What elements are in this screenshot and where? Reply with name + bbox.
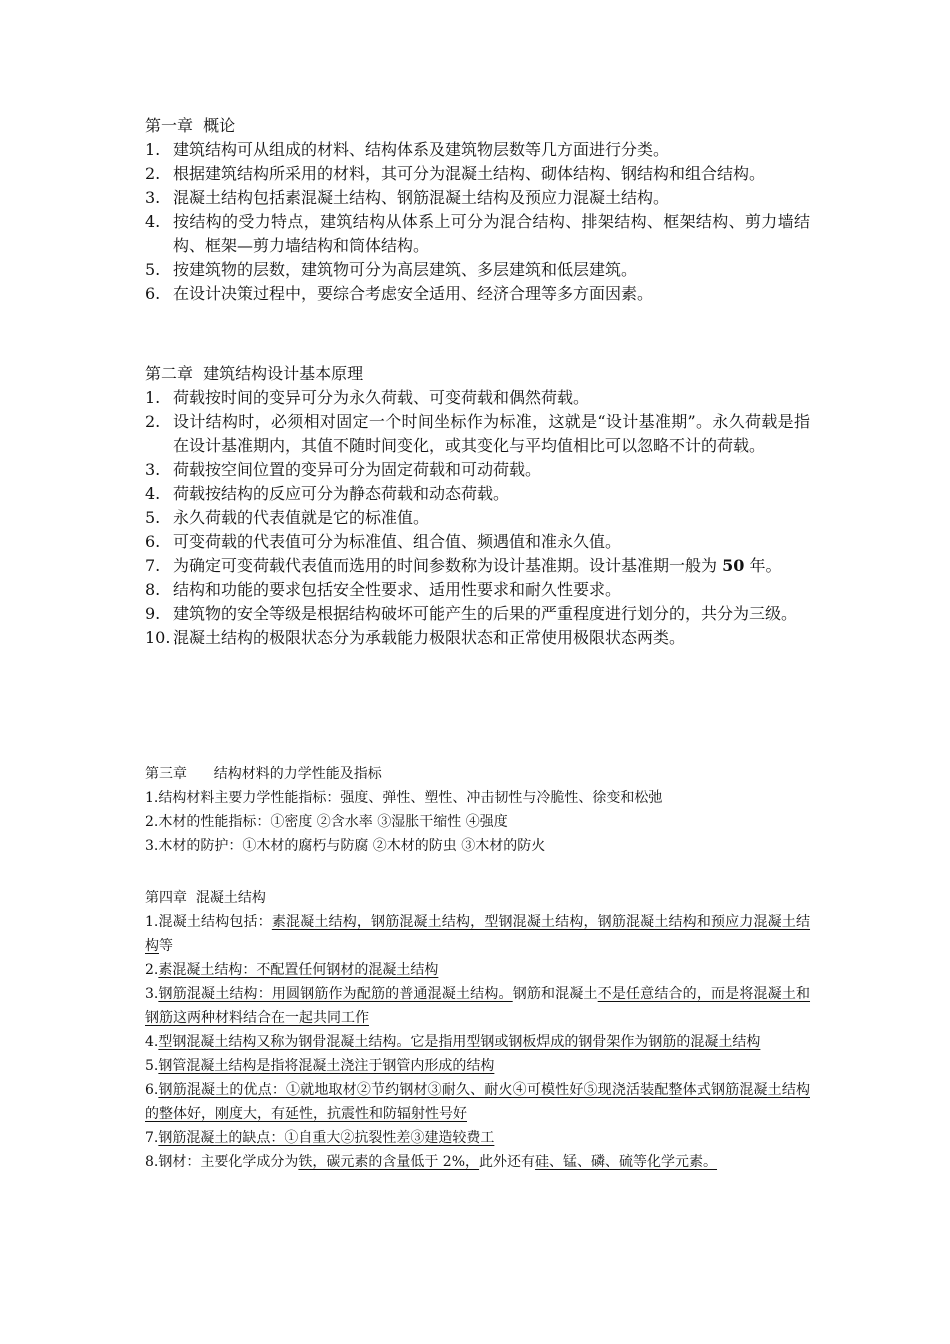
item-number: 5.	[145, 260, 161, 279]
item-number: 6.	[145, 284, 161, 303]
item-text: 年。	[744, 556, 782, 575]
chapter-1-title: 第一章 概论	[145, 116, 236, 135]
item-number: 4.	[145, 212, 161, 231]
underlined-text: 钢筋混凝土的优点：①就地取材②节约钢材③耐久、耐火④可模性好⑤现浇活装配整体式钢筋混凝土结构的整体好，刚度大，有延性，抗震性和防辐射性号好	[145, 1082, 810, 1122]
paragraph	[145, 958, 810, 982]
item-text: 设计结构时，必须相对固定一个时间坐标作为标准，这就是“设计基准期”。永久荷载是指在设计基准期内，其值不随时间变化，或其变化与平均值相比可以忽略不计的荷载。	[173, 412, 810, 455]
item-text: 建筑物的安全等级是根据结构破坏可能产生的后果的严重程度进行划分的，共分为三级。	[173, 604, 798, 623]
underlined-text: 钢筋混凝土的缺点：①自重大②抗裂性差③建造较费工	[158, 1130, 495, 1146]
chapter-2-list	[145, 386, 810, 650]
list-item	[145, 554, 810, 578]
paragraph: 3.木材的防护：①木材的腐朽与防腐 ②木材的防虫 ③木材的防火	[145, 838, 546, 854]
item-number: 3.	[145, 188, 161, 207]
underlined-text: 硅、锰、磷、硫等化学元素。	[535, 1154, 718, 1170]
underlined-text: 型钢混凝土结构又称为钢骨混凝土结构。它是指用型钢或钢板焊成的钢骨架作为钢筋的混凝土结构	[158, 1034, 761, 1050]
item-text: 结构和功能的要求包括安全性要求、适用性要求和耐久性要求。	[173, 580, 622, 599]
chapter-4-title: 第四章 混凝土结构	[145, 890, 266, 906]
item-number: 7.	[145, 556, 161, 575]
chapter-1	[145, 114, 810, 306]
chapter-2-title: 第二章 建筑结构设计基本原理	[145, 364, 364, 383]
text: 8.钢材：主要化学成分为	[145, 1154, 299, 1170]
item-number: 2.	[145, 412, 161, 431]
list-item	[145, 482, 810, 506]
underlined-text: 不是任意结合的，而是将混凝土和钢筋这两种材料结合在一起共同工作	[145, 986, 811, 1026]
underlined-text: 素混凝土结构，钢筋混凝土结构，型钢混凝土结构，钢筋混凝土结构和预应力混凝土结构	[145, 914, 811, 954]
list-item	[145, 626, 810, 650]
list-item	[145, 258, 810, 282]
text: 4.	[145, 1034, 159, 1050]
item-text: 混凝土结构包括素混凝土结构、钢筋混凝土结构及预应力混凝土结构。	[173, 188, 670, 207]
text: 3.	[145, 986, 159, 1002]
text: 等	[159, 938, 173, 954]
text: 此外还有	[479, 1154, 536, 1170]
item-number: 9.	[145, 604, 161, 623]
item-bold-number: 50	[722, 556, 745, 575]
item-number: 2.	[145, 164, 161, 183]
item-text: 为确定可变荷载代表值而选用的时间参数称为设计基准期。设计基准期一般为	[173, 556, 723, 575]
paragraph	[145, 1126, 810, 1150]
underlined-text: 铁，碳元素的含量低于 2%，	[298, 1154, 480, 1170]
list-item	[145, 138, 810, 162]
list-item	[145, 458, 810, 482]
item-text: 可变荷载的代表值可分为标准值、组合值、频遇值和准永久值。	[173, 532, 622, 551]
chapter-2	[145, 362, 810, 650]
list-item	[145, 210, 810, 258]
item-text: 混凝土结构的极限状态分为承载能力极限状态和正常使用极限状态两类。	[173, 628, 686, 647]
list-item	[145, 386, 810, 410]
list-item	[145, 506, 810, 530]
text: 7.	[145, 1130, 159, 1146]
underlined-text: 钢筋混凝土结构：用圆钢筋作为配筋的普通混凝土结构。	[158, 986, 513, 1002]
item-number: 10.	[145, 628, 171, 647]
chapter-3-title: 第三章 结构材料的力学性能及指标	[145, 766, 382, 782]
paragraph	[145, 982, 810, 1030]
item-text: 根据建筑结构所采用的材料，其可分为混凝土结构、砌体结构、钢结构和组合结构。	[173, 164, 766, 183]
item-text: 荷载按空间位置的变异可分为固定荷载和可动荷载。	[173, 460, 542, 479]
chapter-3	[145, 762, 810, 858]
item-text: 按建筑物的层数，建筑物可分为高层建筑、多层建筑和低层建筑。	[173, 260, 638, 279]
item-text: 荷载按结构的反应可分为静态荷载和动态荷载。	[173, 484, 510, 503]
text: 2.	[145, 962, 159, 978]
item-number: 3.	[145, 460, 161, 479]
item-text: 在设计决策过程中，要综合考虑安全适用、经济合理等多方面因素。	[173, 284, 654, 303]
item-number: 4.	[145, 484, 161, 503]
paragraph: 2.木材的性能指标：①密度 ②含水率 ③湿胀干缩性 ④强度	[145, 814, 508, 830]
text: 5.	[145, 1058, 159, 1074]
item-text: 荷载按时间的变异可分为永久荷载、可变荷载和偶然荷载。	[173, 388, 590, 407]
paragraph	[145, 1030, 810, 1054]
item-text: 永久荷载的代表值就是它的标准值。	[173, 508, 430, 527]
underlined-text: 素混凝土结构：不配置任何钢材的混凝土结构	[158, 962, 439, 978]
paragraph: 1.结构材料主要力学性能指标：强度、弹性、塑性、冲击韧性与冷脆性、徐变和松弛	[145, 790, 663, 806]
chapter-4	[145, 886, 810, 1174]
paragraph	[145, 1150, 810, 1174]
item-text: 按结构的受力特点，建筑结构从体系上可分为混合结构、排架结构、框架结构、剪力墙结构、框架—剪力墙结构和筒体结构。	[173, 212, 810, 255]
item-text: 建筑结构可从组成的材料、结构体系及建筑物层数等几方面进行分类。	[173, 140, 670, 159]
list-item	[145, 162, 810, 186]
item-number: 8.	[145, 580, 161, 599]
list-item	[145, 578, 810, 602]
item-number: 5.	[145, 508, 161, 527]
list-item	[145, 602, 810, 626]
text: 6.	[145, 1082, 159, 1098]
text: 1.混凝土结构包括：	[145, 914, 272, 930]
text: 钢筋和混凝土	[512, 986, 598, 1002]
paragraph	[145, 1054, 810, 1078]
list-item	[145, 282, 810, 306]
list-item	[145, 530, 810, 554]
chapter-1-list	[145, 138, 810, 306]
list-item	[145, 410, 810, 458]
paragraph	[145, 910, 810, 958]
item-number: 1.	[145, 388, 161, 407]
paragraph	[145, 1078, 810, 1126]
item-number: 6.	[145, 532, 161, 551]
item-number: 1.	[145, 140, 161, 159]
underlined-text: 钢管混凝土结构是指将混凝土浇注于钢管内形成的结构	[158, 1058, 495, 1074]
list-item	[145, 186, 810, 210]
